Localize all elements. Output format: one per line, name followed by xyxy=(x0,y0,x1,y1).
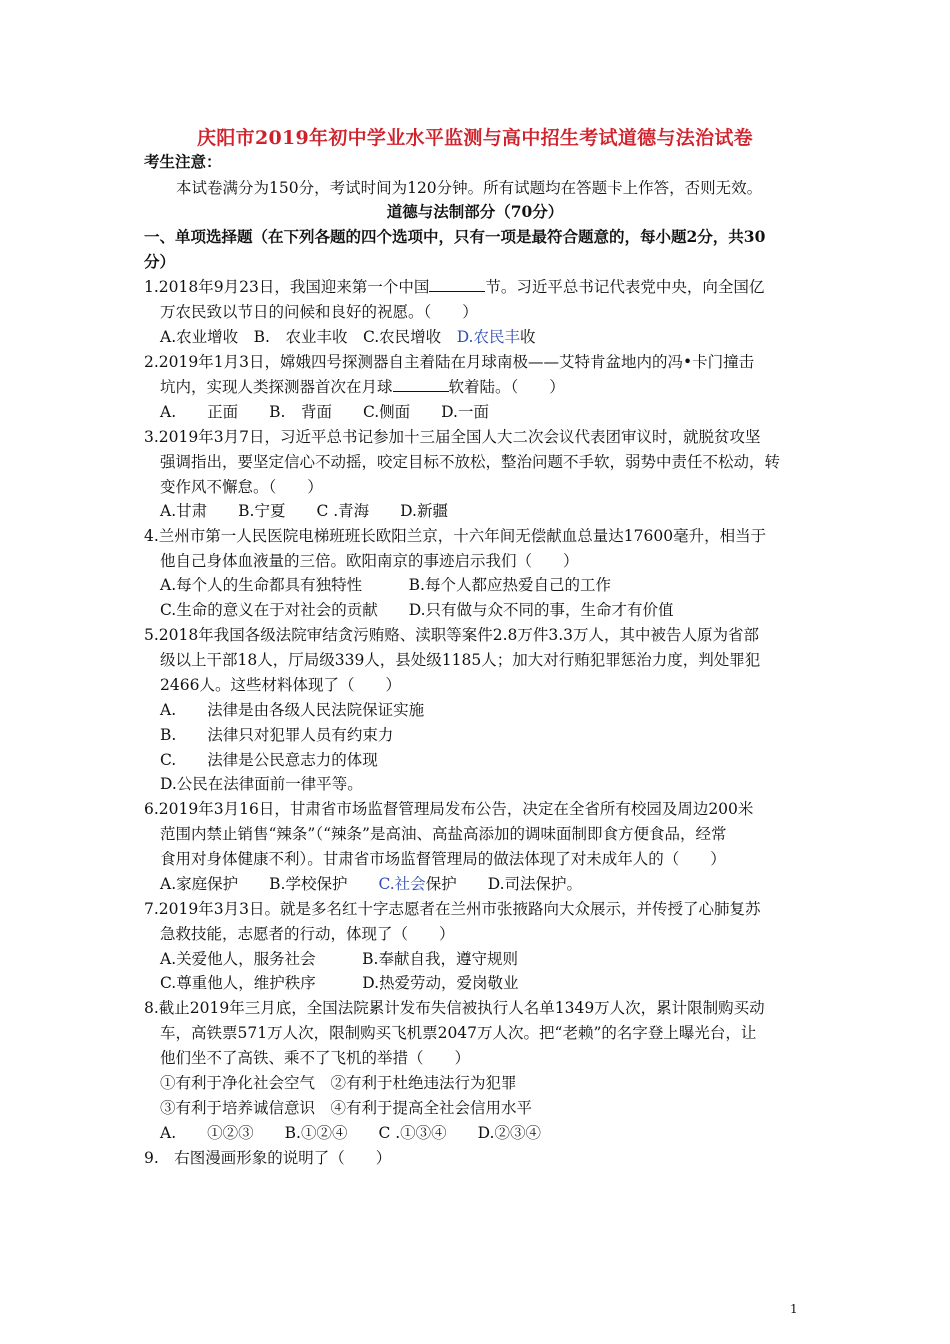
question-5-line3: 2466人。这些材料体现了（ ） xyxy=(160,676,401,694)
question-9-line1: 9. 右图漫画形象的说明了（ ） xyxy=(144,1149,392,1167)
q1-text-a: 1.2018年9月23日，我国迎来第一个中国 xyxy=(144,278,430,296)
question-6-line2: 范围内禁止销售“辣条”（“辣条”是高油、高盐高添加的调味面制即食方便食品，经常 xyxy=(160,825,727,843)
question-8-items-12: ①有利于净化社会空气 ②有利于杜绝违法行为犯罪 xyxy=(160,1074,517,1092)
question-8-line1: 8.截止2019年三月底，全国法院累计发布失信被执行人名单1349万人次，累计限制购买动 xyxy=(144,999,765,1017)
question-4-options-ab: A.每个人的生命都具有独特性 B.每个人都应热爱自己的工作 xyxy=(160,576,611,594)
question-5-option-b: B. 法律只对犯罪人员有约束力 xyxy=(160,726,394,744)
answer-blank xyxy=(429,277,485,292)
question-8-line3: 他们坐不了高铁、乘不了飞机的举措（ ） xyxy=(160,1049,471,1067)
question-7-line2: 急救技能，志愿者的行动，体现了（ ） xyxy=(160,925,455,943)
question-7-line1: 7.2019年3月3日。就是多名红十字志愿者在兰州市张掖路向大众展示，并传授了心肺复苏 xyxy=(144,900,761,918)
q2-text-b: 软着陆。（ ） xyxy=(448,378,565,396)
question-5-line1: 5.2018年我国各级法院审结贪污贿赂、渎职等案件2.8万件3.3万人，其中被告人原为省部 xyxy=(144,626,760,644)
question-2-line2 xyxy=(160,377,565,397)
question-4-options-cd: C.生命的意义在于对社会的贡献 D.只有做与众不同的事，生命才有价值 xyxy=(160,601,674,619)
question-5-option-c: C. 法律是公民意志力的体现 xyxy=(160,751,378,769)
notice-text: 本试卷满分为150分，考试时间为120分钟。所有试题均在答题卡上作答，否则无效。 xyxy=(176,179,763,197)
q1-text-b: 节。习近平总书记代表党中央，向全国亿 xyxy=(485,278,765,296)
q6-options-ab: A.家庭保护 B.学校保护 xyxy=(160,875,379,893)
question-5-option-d: D.公民在法律面前一律平等。 xyxy=(160,775,363,793)
section-title: 道德与法制部分（70分） xyxy=(386,202,564,221)
q2-text-a: 坑内，实现人类探测器首次在月球 xyxy=(160,378,393,396)
question-8-options: A. ①②③ B.①②④ C .①③④ D.②③④ xyxy=(160,1124,541,1142)
question-3-line2: 强调指出，要坚定信心不动摇，咬定目标不放松，整治问题不手软，弱势中责任不松动，转 xyxy=(160,453,781,471)
question-5-option-a: A. 法律是由各级人民法院保证实施 xyxy=(160,701,425,719)
notice-label: 考生注意： xyxy=(144,152,222,171)
question-2-options: A. 正面 B. 背面 C.侧面 D.一面 xyxy=(160,403,489,421)
q1-option-d-marked: D.农民丰 xyxy=(456,328,520,346)
question-2-line1: 2.2019年1月3日，嫦娥四号探测器自主着陆在月球南极——艾特肯盆地内的冯•卡门撞击 xyxy=(144,353,755,371)
question-6-line1: 6.2019年3月16日，甘肃省市场监督管理局发布公告，决定在全省所有校园及周边200米 xyxy=(144,800,754,818)
question-7-options-cd: C.尊重他人，维护秩序 D.热爱劳动，爱岗敬业 xyxy=(160,974,519,992)
question-7-options-ab: A.关爱他人，服务社会 B.奉献自我，遵守规则 xyxy=(160,950,518,968)
q1-option-d-rest: 收 xyxy=(520,328,536,346)
question-5-line2: 级以上干部18人，厅局级339人，县处级1185人；加大对行贿犯罪惩治力度，判处罪犯 xyxy=(160,651,761,669)
question-1-options xyxy=(160,327,536,347)
question-3-options: A.甘肃 B.宁夏 C .青海 D.新疆 xyxy=(160,502,448,520)
question-4-line1: 4.兰州市第一人民医院电梯班班长欧阳兰京，十六年间无偿献血总量达17600毫升，相当于 xyxy=(144,527,767,545)
question-1-line2: 万农民致以节日的问候和良好的祝愿。（ ） xyxy=(160,303,478,321)
question-6-options xyxy=(160,874,582,894)
q6-option-c-marked: C.社会 xyxy=(378,875,426,893)
answer-blank xyxy=(393,377,449,392)
question-6-line3: 食用对身体健康不利）。甘肃省市场监督管理局的做法体现了对未成年人的（ ） xyxy=(160,850,726,868)
part1-header-line1: 一、单项选择题（在下列各题的四个选项中，只有一项是最符合题意的，每小题2分，共30 xyxy=(144,227,766,246)
part1-header-line2: 分） xyxy=(144,252,176,271)
question-3-line3: 变作风不懈怠。（ ） xyxy=(160,478,323,496)
q6-option-c-rest: 保护 D.司法保护。 xyxy=(425,875,582,893)
page-title: 庆阳市2019年初中学业水平监测与高中招生考试道德与法治试卷 xyxy=(197,127,753,149)
question-8-line2: 车，高铁票571万人次，限制购买飞机票2047万人次。把“老赖”的名字登上曝光台，让 xyxy=(160,1024,757,1042)
question-1-line1 xyxy=(144,277,764,297)
question-8-items-34: ③有利于培养诚信意识 ④有利于提高全社会信用水平 xyxy=(160,1099,533,1117)
question-3-line1: 3.2019年3月7日，习近平总书记参加十三届全国人大二次会议代表团审议时，就脱贫攻坚 xyxy=(144,428,761,446)
q1-options-abc: A.农业增收 B. 农业丰收 C.农民增收 xyxy=(160,328,457,346)
question-4-line2: 他自己身体血液量的三倍。欧阳南京的事迹启示我们（ ） xyxy=(160,552,579,570)
page-number: 1 xyxy=(790,1302,798,1316)
